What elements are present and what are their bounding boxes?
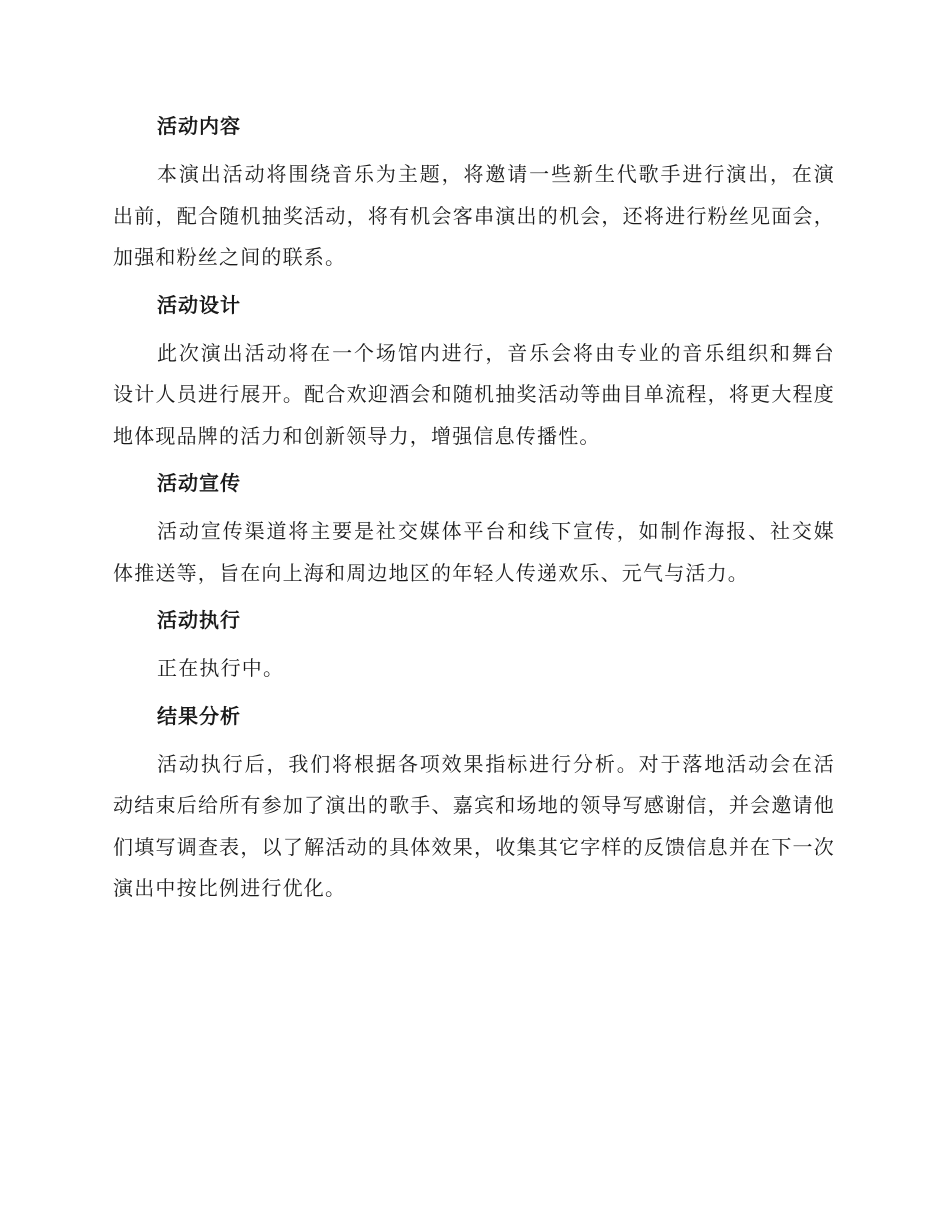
section-heading: 活动设计 (157, 292, 241, 317)
section-paragraph: 此次演出活动将在一个场馆内进行，音乐会将由专业的音乐组织和舞台设计人员进行展开。配合欢迎酒会和随机抽奖活动等曲目单流程，将更大程度地体现品牌的活力和创新领导力，增强信息传播性。 (113, 340, 835, 448)
section-paragraph: 活动宣传渠道将主要是社交媒体平台和线下宣传，如制作海报、社交媒体推送等，旨在向上海和周边地区的年轻人传递欢乐、元气与活力。 (113, 519, 835, 585)
section-heading: 结果分析 (157, 703, 241, 728)
section-activity-design (113, 291, 835, 458)
section-paragraph: 活动执行后，我们将根据各项效果指标进行分析。对于落地活动会在活动结束后给所有参加了演出的歌手、嘉宾和场地的领导写感谢信，并会邀请他们填写调查表，以了解活动的具体效果，收集其它字样的反馈信息并在下一次演出中按比例进行优化。 (113, 751, 835, 900)
section-activity-promotion (113, 469, 835, 594)
section-heading: 活动内容 (157, 114, 241, 138)
document-page (113, 112, 835, 922)
section-heading: 活动执行 (157, 608, 241, 632)
section-paragraph: 本演出活动将围绕音乐为主题，将邀请一些新生代歌手进行演出，在演出前，配合随机抽奖活动，将有机会客串演出的机会，还将进行粉丝见面会，加强和粉丝之间的联系。 (113, 162, 835, 269)
section-heading: 活动宣传 (157, 471, 241, 495)
section-paragraph: 正在执行中。 (157, 656, 285, 680)
section-activity-content (113, 112, 835, 279)
section-result-analysis (113, 702, 835, 910)
section-activity-execution (113, 606, 835, 690)
